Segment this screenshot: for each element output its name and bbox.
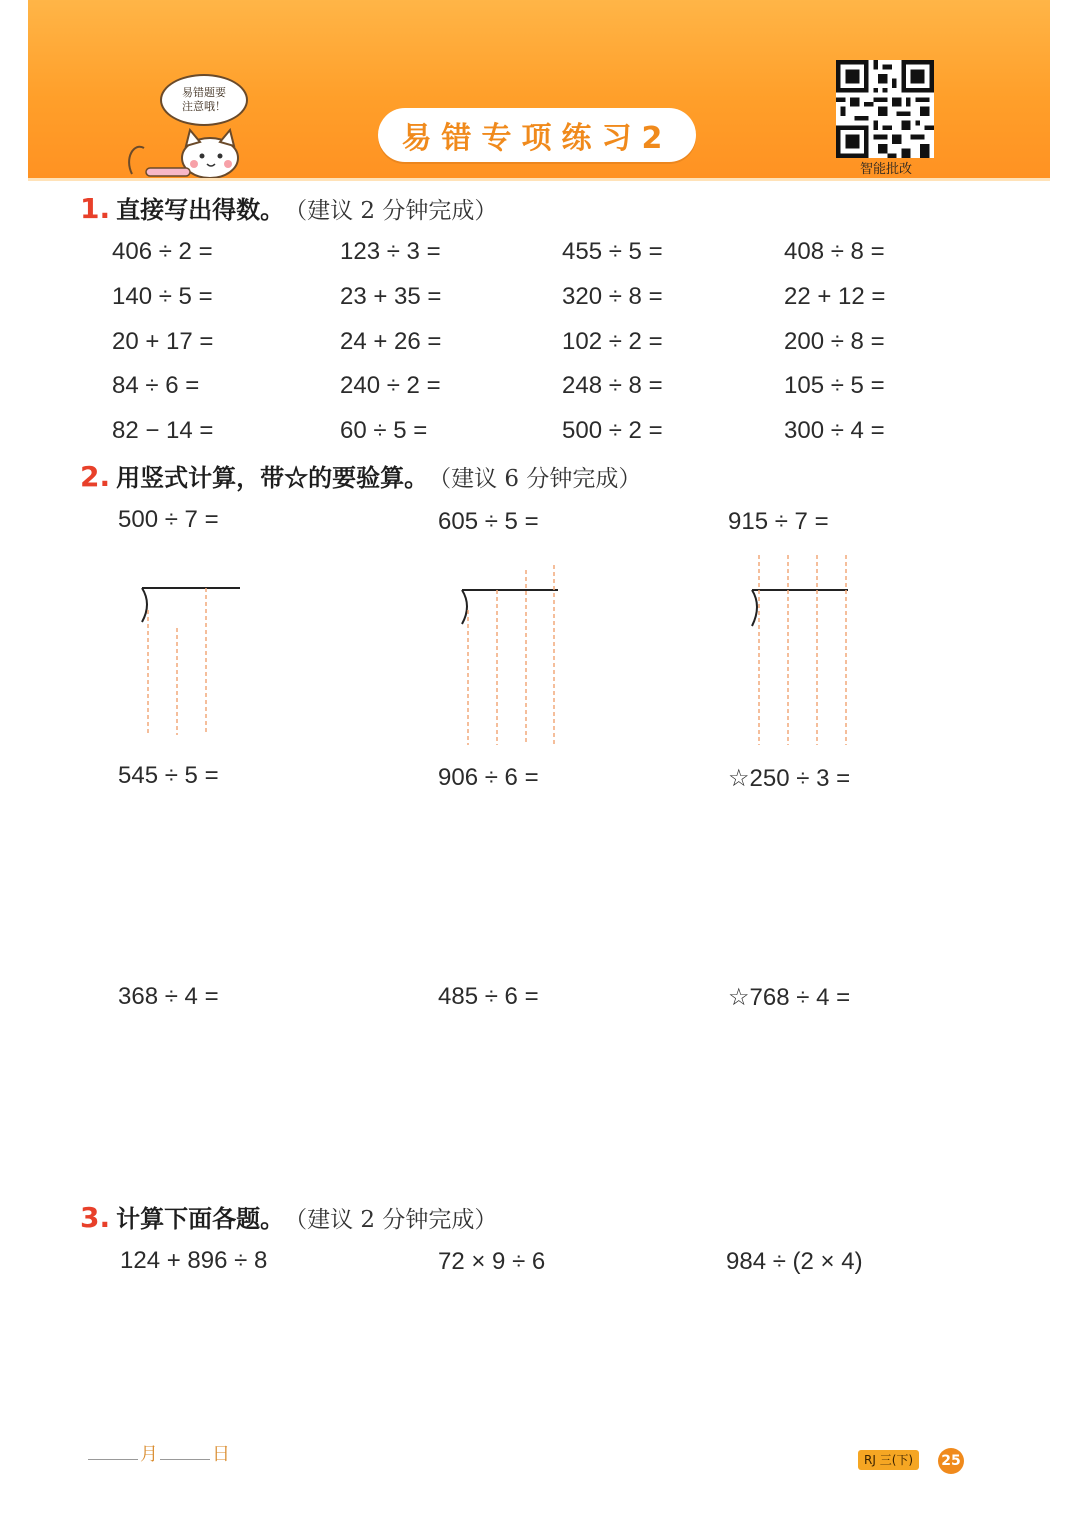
oral-item: 60 ÷ 5 = <box>340 417 428 444</box>
vertical-calc-item: 906 ÷ 6 = <box>438 764 539 791</box>
mixed-calc-item: 124 + 896 ÷ 8 <box>120 1247 268 1274</box>
section-3-number: 3. <box>80 1201 111 1234</box>
vertical-calc-item: 605 ÷ 5 = <box>438 508 539 535</box>
vertical-calc-item: 368 ÷ 4 = <box>118 983 219 1010</box>
section-3-note: （建议 2 分钟完成） <box>284 1207 498 1233</box>
oral-item: 300 ÷ 4 = <box>784 417 885 444</box>
day-blank[interactable] <box>160 1459 210 1460</box>
oral-item: 23 + 35 = <box>340 283 442 310</box>
mixed-calc-item: 984 ÷ (2 × 4) <box>726 1248 863 1275</box>
qr-label: 智能批改 <box>859 162 912 177</box>
oral-item: 248 ÷ 8 = <box>562 372 663 399</box>
bubble-line-2: 注意哦！ <box>182 100 226 113</box>
oral-item: 82 − 14 = <box>112 417 214 444</box>
oral-item: 408 ÷ 8 = <box>784 238 885 265</box>
day-label: 日 <box>212 1444 230 1465</box>
section-1-title: 直接写出得数。 <box>116 195 285 224</box>
mixed-calc-item: 72 × 9 ÷ 6 <box>438 1248 546 1275</box>
section-1-heading <box>80 190 497 225</box>
oral-item: 24 + 26 = <box>340 328 442 355</box>
section-2-number: 2. <box>80 460 111 493</box>
vertical-calc-item: 500 ÷ 7 = <box>118 506 219 533</box>
vertical-calc-item: 545 ÷ 5 = <box>118 762 219 789</box>
oral-item: 105 ÷ 5 = <box>784 372 885 399</box>
oral-item: 406 ÷ 2 = <box>112 238 213 265</box>
section-2-note: （建议 6 分钟完成） <box>428 466 642 492</box>
cat-mascot-icon <box>124 118 244 178</box>
vertical-calc-item: 915 ÷ 7 = <box>728 508 829 535</box>
section-1-note: （建议 2 分钟完成） <box>284 198 498 224</box>
bubble-line-1: 易错题要 <box>182 86 226 99</box>
oral-item: 20 + 17 = <box>112 328 214 355</box>
vertical-calc-item: ☆768 ÷ 4 = <box>728 984 851 1011</box>
oral-item: 240 ÷ 2 = <box>340 372 441 399</box>
oral-item: 500 ÷ 2 = <box>562 417 663 444</box>
section-3-heading <box>80 1199 497 1234</box>
oral-item: 102 ÷ 2 = <box>562 328 663 355</box>
page-number: 25 <box>938 1448 964 1474</box>
section-3-title: 计算下面各题。 <box>116 1204 285 1233</box>
page-title: 易错专项练习2 <box>401 121 673 156</box>
book-tag: RJ 三(下) <box>858 1450 919 1470</box>
oral-item: 22 + 12 = <box>784 283 886 310</box>
month-label: 月 <box>140 1444 158 1465</box>
section-1-number: 1. <box>80 192 111 225</box>
oral-item: 200 ÷ 8 = <box>784 328 885 355</box>
month-blank[interactable] <box>88 1459 138 1460</box>
vertical-calc-item: ☆250 ÷ 3 = <box>728 765 851 792</box>
vertical-calc-item: 485 ÷ 6 = <box>438 983 539 1010</box>
qr-code-icon[interactable] <box>836 60 934 158</box>
oral-item: 123 ÷ 3 = <box>340 238 441 265</box>
date-field <box>86 1440 230 1466</box>
page-title-pill <box>378 108 696 162</box>
long-division-frame <box>740 550 860 750</box>
oral-item: 84 ÷ 6 = <box>112 372 200 399</box>
oral-item: 140 ÷ 5 = <box>112 283 213 310</box>
oral-item: 455 ÷ 5 = <box>562 238 663 265</box>
section-2-title: 用竖式计算，带☆的要验算。 <box>116 463 429 492</box>
oral-item: 320 ÷ 8 = <box>562 283 663 310</box>
long-division-frame <box>450 560 570 750</box>
section-2-heading <box>80 458 641 493</box>
long-division-frame <box>130 570 250 740</box>
